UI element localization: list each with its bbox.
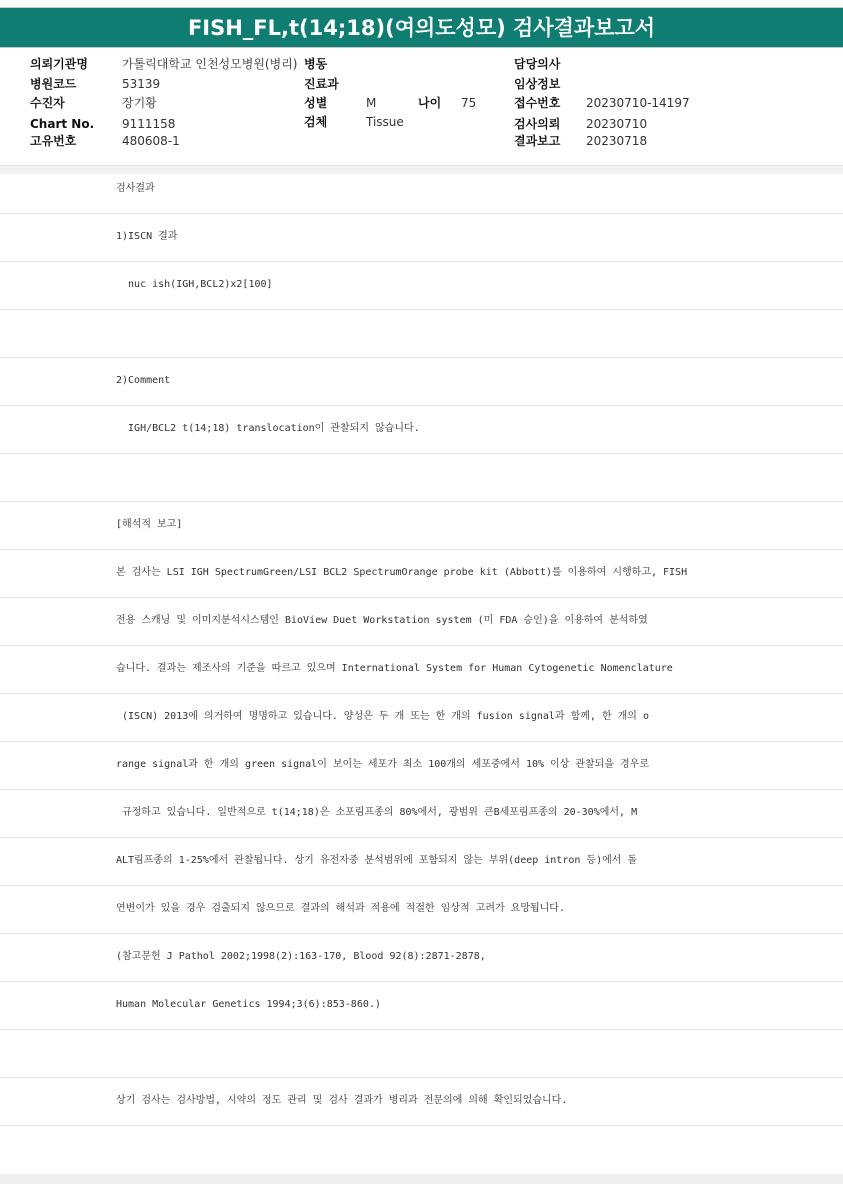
hospital-code-label: 병원코드 [30, 77, 77, 91]
result-row-text: 상기 검사는 검사방법, 시약의 정도 관리 및 검사 결과가 병리과 전문의에 의해 확인되었습니다. [116, 1095, 568, 1106]
result-row-text: ALT림프종의 1-25%에서 관찰됩니다. 상기 유전자중 분석범위에 포함되지 않는 부위(deep intron 등)에서 돌 [116, 855, 638, 866]
clinical-info-label: 임상정보 [514, 77, 561, 91]
unique-no-label: 고유번호 [30, 134, 77, 148]
request-date-label: 검사의뢰 [514, 117, 561, 131]
result-row [0, 214, 843, 262]
institution-value: 가톨릭대학교 인천성모병원(병리) [122, 57, 298, 71]
result-row-text: (참고문헌 J Pathol 2002;1998(2):163-170, Blood 92(8):2871-2878, [116, 951, 486, 962]
unique-no-value: 480608-1 [122, 134, 180, 148]
age-value: 75 [461, 96, 477, 110]
footer-strip [0, 1174, 843, 1184]
result-row [0, 646, 843, 694]
age-label: 나이 [418, 96, 442, 110]
result-row [0, 502, 843, 550]
result-row-text: nuc ish(IGH,BCL2)x2[100] [116, 279, 273, 290]
result-row-text: 2)Comment [116, 375, 171, 386]
result-row-text: 습니다. 결과는 제조사의 기준을 따르고 있으며 International System for Human Cytogenetic Nomenclature [116, 663, 673, 674]
result-row [0, 982, 843, 1030]
report-date-value: 20230718 [586, 134, 648, 148]
report-date-label: 결과보고 [514, 134, 561, 148]
report-title: FISH_FL,t(14;18)(여의도성모) 검사결과보고서 [0, 7, 843, 48]
result-row [0, 550, 843, 598]
hospital-code-value: 53139 [122, 77, 161, 91]
result-row-text: range signal과 한 개의 green signal이 보이는 세포가 최소 100개의 세포중에서 10% 이상 관찰되을 경우로 [116, 759, 650, 770]
result-row-text: 연변이가 있을 경우 검출되지 않으므로 결과의 해석과 적용에 적절한 임상적 고려가 요망됩니다. [116, 903, 565, 914]
specimen-label: 검체 [304, 115, 328, 129]
specimen-value: Tissue [366, 115, 404, 129]
result-row [0, 934, 843, 982]
result-row-text: 1)ISCN 결과 [116, 231, 178, 242]
result-row-text: 규정하고 있습니다. 일반적으로 t(14;18)은 소포림프종의 80%에서, 광범위 큰B세포림프종의 20-30%에서, M [116, 807, 638, 818]
result-row [0, 166, 843, 214]
department-label: 진료과 [304, 77, 339, 91]
patient-info-header [0, 48, 843, 166]
result-row [0, 886, 843, 934]
result-row [0, 1030, 843, 1078]
receipt-no-label: 접수번호 [514, 96, 561, 110]
result-row [0, 358, 843, 406]
result-row [0, 454, 843, 502]
ward-label: 병동 [304, 57, 328, 71]
chart-no-value: 9111158 [122, 117, 176, 131]
result-row-text: [해석적 보고] [116, 519, 183, 530]
doctor-label: 담당의사 [514, 57, 561, 71]
receipt-no-value: 20230710-14197 [586, 96, 690, 110]
result-row [0, 262, 843, 310]
examinee-label: 수진자 [30, 96, 65, 110]
result-row-text: Human Molecular Genetics 1994;3(6):853-860.) [116, 999, 381, 1010]
result-row [0, 406, 843, 454]
result-row [0, 598, 843, 646]
institution-label: 의뢰기관명 [30, 57, 88, 71]
result-row-text: (ISCN) 2013에 의거하여 명명하고 있습니다. 양성은 두 개 또는 한 개의 fusion signal과 함께, 한 개의 o [116, 711, 650, 722]
request-date-value: 20230710 [586, 117, 648, 131]
result-row [0, 310, 843, 358]
result-row [0, 838, 843, 886]
sex-label: 성별 [304, 96, 328, 110]
result-row-text: 검사결과 [116, 183, 155, 194]
result-row-text: 전용 스캐닝 및 이미지분석시스템인 BioView Duet Workstation system (미 FDA 승인)을 이용하여 분석하였 [116, 615, 648, 626]
examinee-value: 장기황 [122, 96, 157, 110]
sex-value: M [366, 96, 377, 110]
result-row [0, 1078, 843, 1126]
result-row-text: IGH/BCL2 t(14;18) translocation이 관찰되지 않습니다. [116, 423, 420, 434]
chart-no-label: Chart No. [30, 117, 95, 131]
result-row [0, 694, 843, 742]
result-row [0, 790, 843, 838]
result-row [0, 742, 843, 790]
result-row-text: 본 검사는 LSI IGH SpectrumGreen/LSI BCL2 SpectrumOrange probe kit (Abbott)를 이용하여 시행하고, FISH [116, 567, 688, 578]
